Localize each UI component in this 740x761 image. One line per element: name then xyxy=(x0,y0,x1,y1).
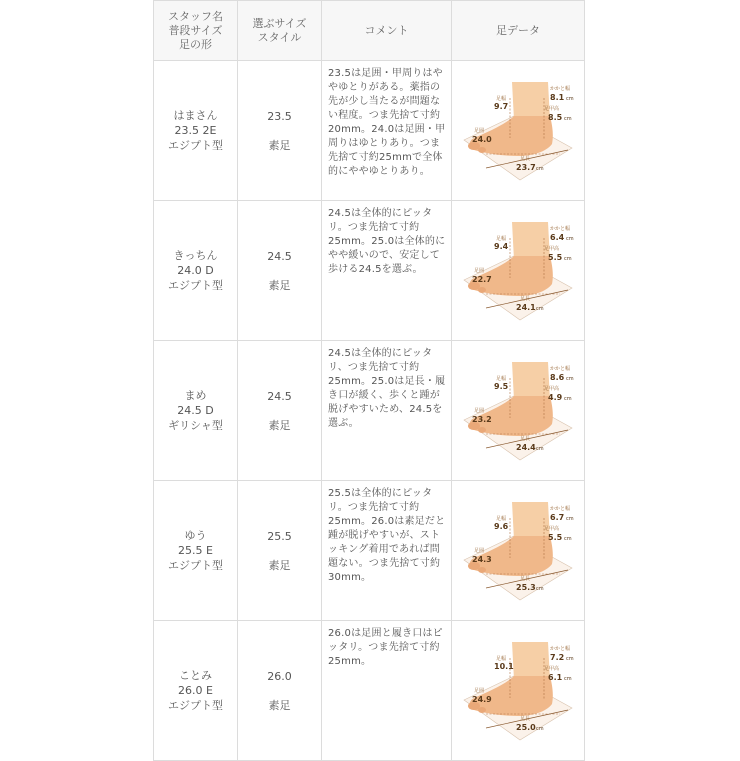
width-label: 足幅 xyxy=(496,95,507,102)
length-label: 足長 xyxy=(520,295,531,302)
heel-unit: cm xyxy=(564,535,572,542)
length-label: 足長 xyxy=(520,155,531,162)
table-row xyxy=(154,201,585,341)
length-label: 足長 xyxy=(520,435,531,442)
length-value: 24.1 xyxy=(516,302,536,312)
instep-value: 6.4 xyxy=(550,232,565,242)
staff-foot-shape: エジプト型 xyxy=(168,699,223,712)
leg-shape xyxy=(512,502,550,540)
length-label: 足長 xyxy=(520,575,531,582)
foot-illustration xyxy=(460,496,576,606)
heel-label: 足甲高 xyxy=(544,665,560,672)
leg-shape xyxy=(512,642,550,680)
width-value: 10.1 xyxy=(494,661,514,671)
heel-unit: cm xyxy=(564,115,572,122)
toe-icon xyxy=(478,427,486,433)
heel-unit: cm xyxy=(564,675,572,682)
width-label: 足幅 xyxy=(496,515,507,522)
toe-icon xyxy=(478,707,486,713)
staff-name: ゆう xyxy=(184,529,207,542)
girth-label: 足囲 xyxy=(474,407,485,414)
width-label: 足幅 xyxy=(496,235,507,242)
length-value: 25.3 xyxy=(516,582,536,592)
heel-value: 6.1 xyxy=(548,672,563,682)
toe-icon xyxy=(478,287,486,293)
width-value: 9.6 xyxy=(494,521,509,531)
foot-data-cell xyxy=(452,341,585,481)
toe-icon xyxy=(478,147,486,153)
table-header-row xyxy=(154,1,585,61)
header-data: 足データ xyxy=(452,1,585,61)
length-unit: cm xyxy=(536,165,544,172)
staff-cell xyxy=(154,61,238,201)
heel-unit: cm xyxy=(564,395,572,402)
width-value: 9.4 xyxy=(494,241,509,251)
chosen-size: 25.5 xyxy=(267,529,292,543)
staff-usual-size: 26.0 E xyxy=(178,684,213,697)
instep-unit: cm xyxy=(566,95,574,102)
instep-unit: cm xyxy=(566,235,574,242)
girth-value: 22.7 xyxy=(472,274,492,284)
foot-data-cell xyxy=(452,61,585,201)
heel-label: 足甲高 xyxy=(544,105,560,112)
staff-foot-shape: エジプト型 xyxy=(168,279,223,292)
staff-name: きっちん xyxy=(173,249,218,262)
header-size-line2: スタイル xyxy=(257,30,302,44)
table-row xyxy=(154,61,585,201)
staff-cell xyxy=(154,341,238,481)
comment-cell: 25.5は全体的にピッタリ。つま先捨て寸約25mm。26.0は素足だと踵が脱げやすいが、ストッキング着用であれば問題ない。つま先捨て寸約30mm。 xyxy=(322,481,452,621)
staff-usual-size: 24.0 D xyxy=(177,264,214,277)
length-value: 23.7 xyxy=(516,162,536,172)
size-cell xyxy=(238,481,322,621)
heel-label: 足甲高 xyxy=(544,525,560,532)
header-staff xyxy=(154,1,238,61)
foot-data-cell xyxy=(452,481,585,621)
heel-label: 足甲高 xyxy=(544,385,560,392)
toe-icon xyxy=(478,567,486,573)
leg-shape xyxy=(512,222,550,260)
header-size xyxy=(238,1,322,61)
heel-value: 4.9 xyxy=(548,392,563,402)
width-label: 足幅 xyxy=(496,655,507,662)
header-size-line1: 選ぶサイズ xyxy=(252,16,307,30)
length-unit: cm xyxy=(536,585,544,592)
header-staff-line1: スタッフ名 xyxy=(168,9,223,23)
girth-label: 足囲 xyxy=(474,267,485,274)
girth-value: 24.0 xyxy=(472,134,492,144)
leg-shape xyxy=(512,82,550,120)
heel-value: 5.5 xyxy=(548,532,563,542)
foot-illustration xyxy=(460,356,576,466)
table-row xyxy=(154,341,585,481)
instep-label: かかと幅 xyxy=(550,645,571,652)
chosen-size: 23.5 xyxy=(267,109,292,123)
heel-value: 8.5 xyxy=(548,112,563,122)
length-value: 24.4 xyxy=(516,442,536,452)
foot-illustration xyxy=(460,636,576,746)
girth-label: 足囲 xyxy=(474,127,485,134)
length-unit: cm xyxy=(536,305,544,312)
width-value: 9.5 xyxy=(494,381,509,391)
length-unit: cm xyxy=(536,445,544,452)
foot-illustration xyxy=(460,216,576,326)
girth-label: 足囲 xyxy=(474,687,485,694)
foot-illustration xyxy=(460,76,576,186)
instep-label: かかと幅 xyxy=(550,365,571,372)
instep-value: 8.1 xyxy=(550,92,565,102)
staff-foot-shape: エジプト型 xyxy=(168,559,223,572)
instep-unit: cm xyxy=(566,375,574,382)
header-staff-line3: 足の形 xyxy=(179,37,212,51)
comment-cell: 24.5は全体的にピッタリ。つま先捨て寸約25mm。25.0は全体的にやや緩いので、安定して歩ける24.5を選ぶ。 xyxy=(322,201,452,341)
instep-label: かかと幅 xyxy=(550,85,571,92)
instep-label: かかと幅 xyxy=(550,505,571,512)
header-staff-line2: 普段サイズ xyxy=(168,23,223,37)
chosen-size: 26.0 xyxy=(267,669,292,683)
chosen-style: 素足 xyxy=(268,418,291,432)
girth-value: 24.3 xyxy=(472,554,492,564)
heel-label: 足甲高 xyxy=(544,245,560,252)
staff-cell xyxy=(154,201,238,341)
staff-name: ことみ xyxy=(179,669,212,682)
size-comparison-table xyxy=(153,0,585,761)
width-value: 9.7 xyxy=(494,101,509,111)
size-cell xyxy=(238,61,322,201)
header-comment: コメント xyxy=(322,1,452,61)
size-cell xyxy=(238,201,322,341)
comment-cell: 26.0は足囲と履き口はピッタリ。つま先捨て寸約25mm。 xyxy=(322,621,452,761)
length-label: 足長 xyxy=(520,715,531,722)
width-label: 足幅 xyxy=(496,375,507,382)
leg-shape xyxy=(512,362,550,400)
comment-cell: 23.5は足囲・甲周りはややゆとりがある。薬指の先が少し当たるが問題ない程度。つま先捨て寸約20mm。24.0は足囲・甲周りはゆとりあり。つま先捨て寸約25mmで全体的にややゆとりあり。 xyxy=(322,61,452,201)
chosen-style: 素足 xyxy=(268,278,291,292)
staff-cell xyxy=(154,481,238,621)
staff-usual-size: 23.5 2E xyxy=(174,124,217,137)
instep-value: 8.6 xyxy=(550,372,565,382)
chosen-size: 24.5 xyxy=(267,389,292,403)
instep-label: かかと幅 xyxy=(550,225,571,232)
staff-name: まめ xyxy=(184,389,207,402)
foot-data-cell xyxy=(452,201,585,341)
instep-unit: cm xyxy=(566,655,574,662)
chosen-style: 素足 xyxy=(268,558,291,572)
heel-unit: cm xyxy=(564,255,572,262)
instep-value: 7.2 xyxy=(550,652,565,662)
length-value: 25.0 xyxy=(516,722,536,732)
girth-value: 23.2 xyxy=(472,414,492,424)
staff-foot-shape: ギリシャ型 xyxy=(168,419,223,432)
chosen-style: 素足 xyxy=(268,698,291,712)
heel-value: 5.5 xyxy=(548,252,563,262)
staff-usual-size: 25.5 E xyxy=(178,544,213,557)
instep-unit: cm xyxy=(566,515,574,522)
staff-foot-shape: エジプト型 xyxy=(168,139,223,152)
instep-value: 6.7 xyxy=(550,512,565,522)
girth-label: 足囲 xyxy=(474,547,485,554)
size-cell xyxy=(238,341,322,481)
girth-value: 24.9 xyxy=(472,694,492,704)
chosen-style: 素足 xyxy=(268,138,291,152)
staff-usual-size: 24.5 D xyxy=(177,404,214,417)
staff-name: はまさん xyxy=(173,109,218,122)
comment-cell: 24.5は全体的にピッタリ、つま先捨て寸約25mm。25.0は足長・履き口が緩く、歩くと踵が脱げやすいため、24.5を選ぶ。 xyxy=(322,341,452,481)
table-row xyxy=(154,481,585,621)
chosen-size: 24.5 xyxy=(267,249,292,263)
length-unit: cm xyxy=(536,725,544,732)
